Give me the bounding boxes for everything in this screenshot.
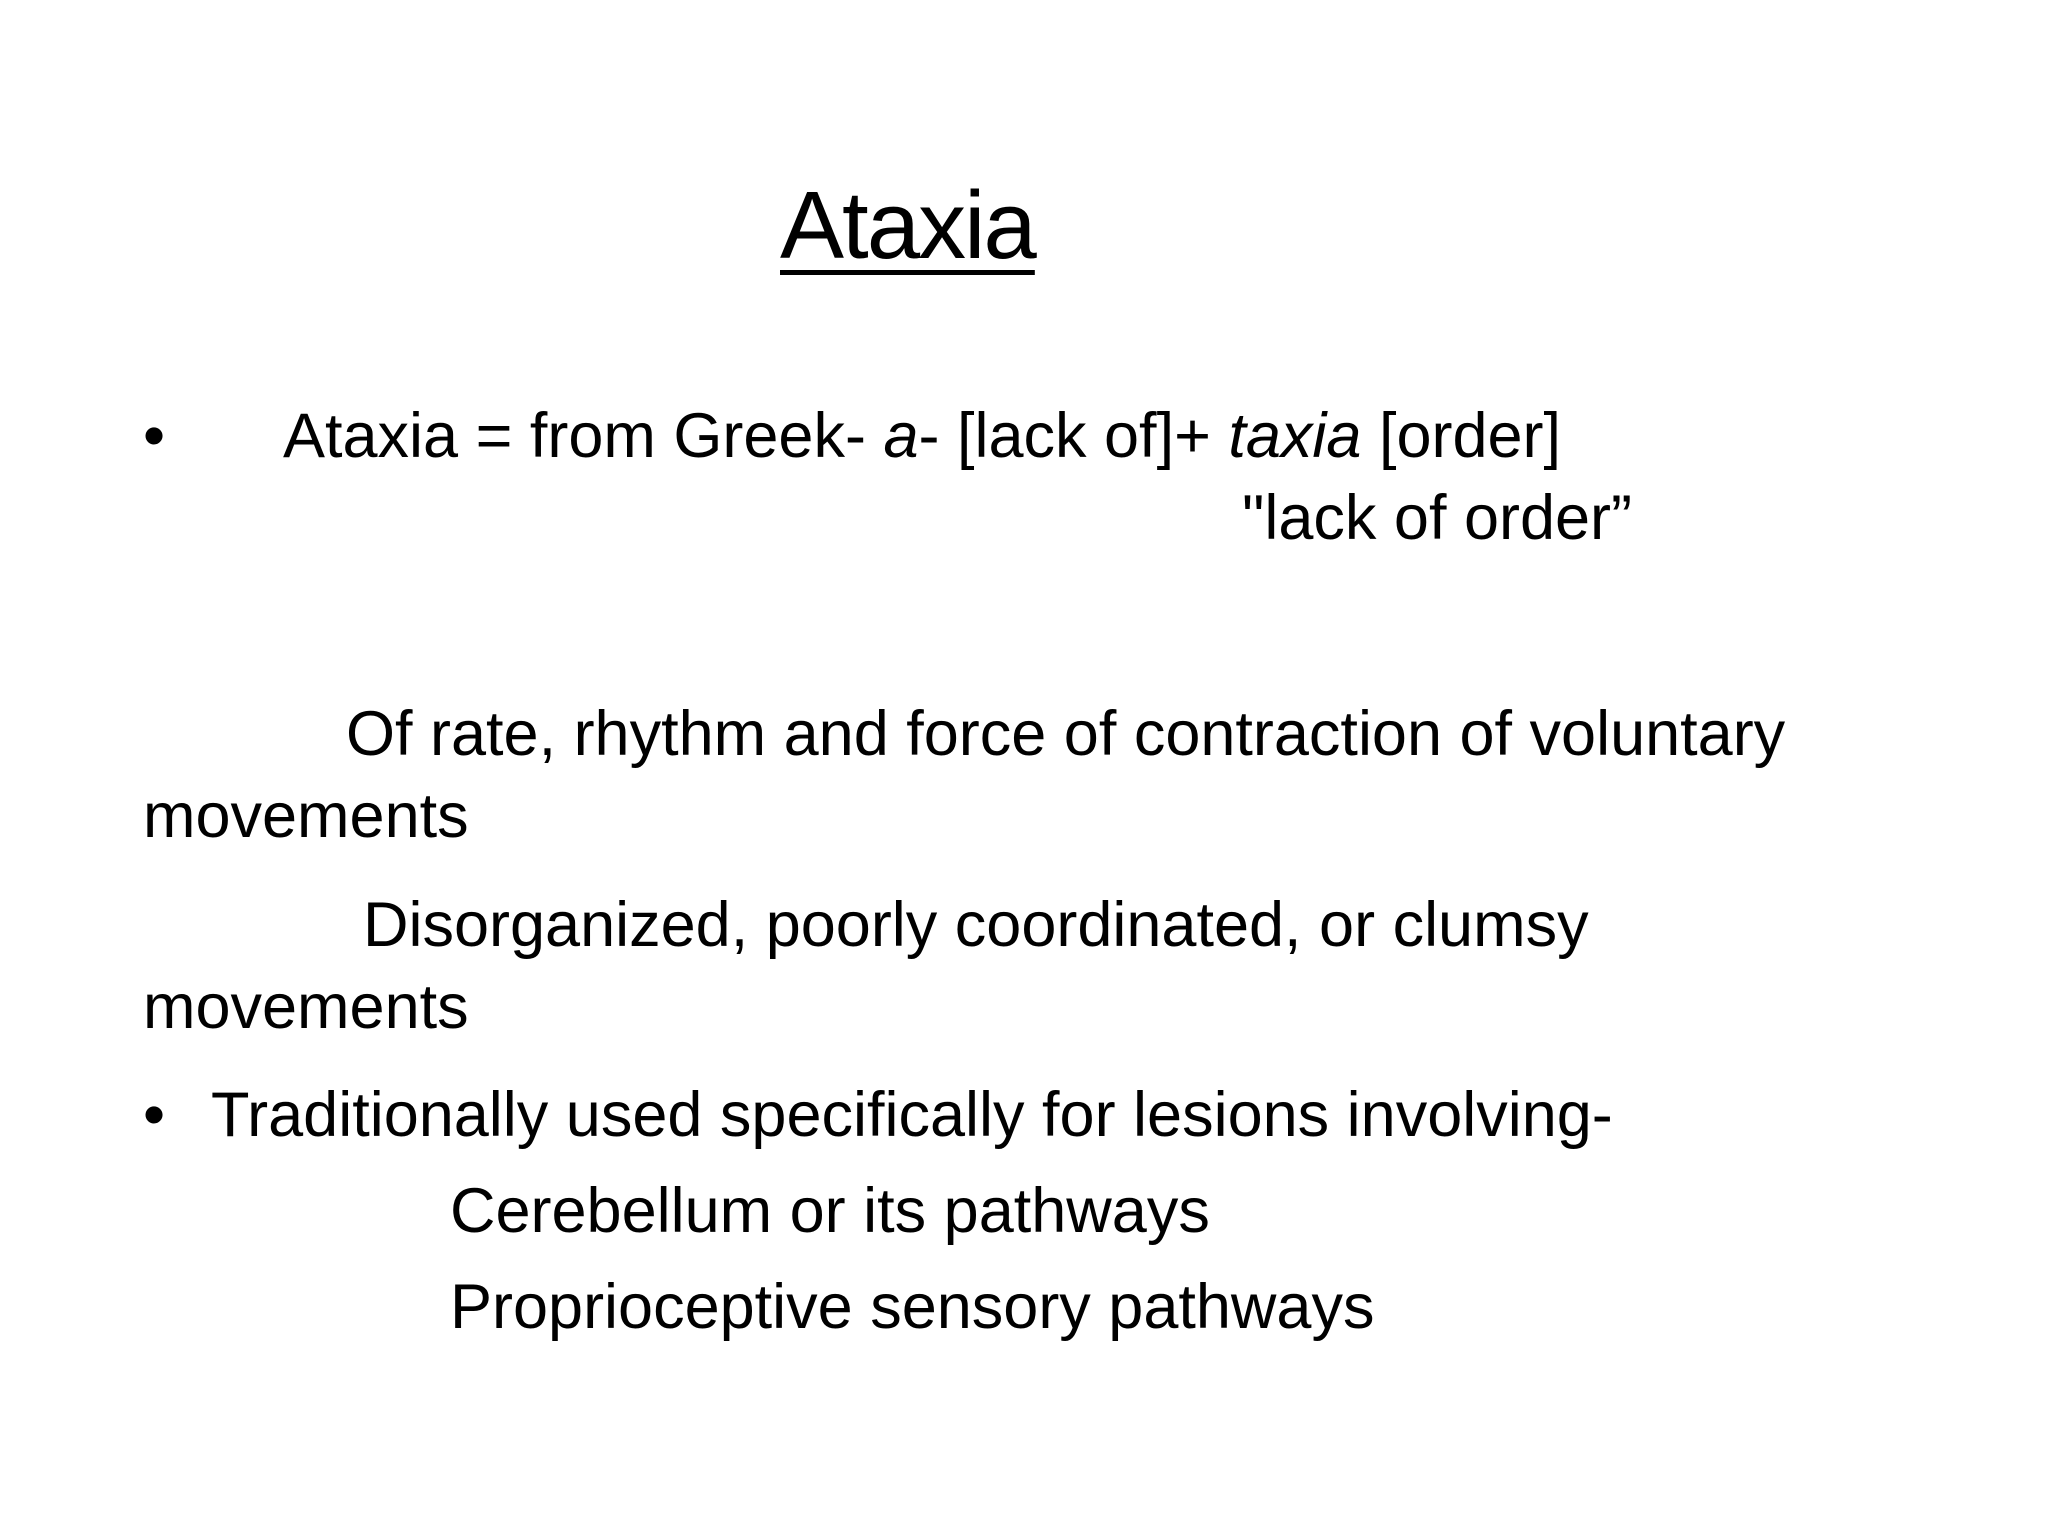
etymology-a: a xyxy=(883,401,919,471)
etymology-meaning: "lack of order” xyxy=(1242,483,1632,553)
sub-item-proprioceptive: Proprioceptive sensory pathways xyxy=(450,1272,1375,1342)
etymology-mid: - [lack of]+ xyxy=(918,401,1229,471)
paragraph-rate-line1: Of rate, rhythm and force of contraction of voluntary xyxy=(346,699,1786,769)
etymology-taxia: taxia xyxy=(1228,401,1362,471)
slide-title: Ataxia xyxy=(780,172,1035,279)
paragraph-rate-line2: movements xyxy=(143,781,469,851)
paragraph-disorganized-line2: movements xyxy=(143,972,469,1042)
bullet-symbol: • xyxy=(143,1080,166,1150)
paragraph-disorganized-line1: Disorganized, poorly coordinated, or clumsy xyxy=(363,890,1589,960)
bullet-symbol: • xyxy=(143,401,166,471)
bullet-traditionally: Traditionally used specifically for lesions involving- xyxy=(211,1080,1613,1150)
sub-item-cerebellum: Cerebellum or its pathways xyxy=(450,1176,1210,1246)
etymology-suffix: [order] xyxy=(1361,401,1562,471)
etymology-prefix: Ataxia = from Greek- xyxy=(283,401,884,471)
etymology-line xyxy=(283,401,1562,471)
